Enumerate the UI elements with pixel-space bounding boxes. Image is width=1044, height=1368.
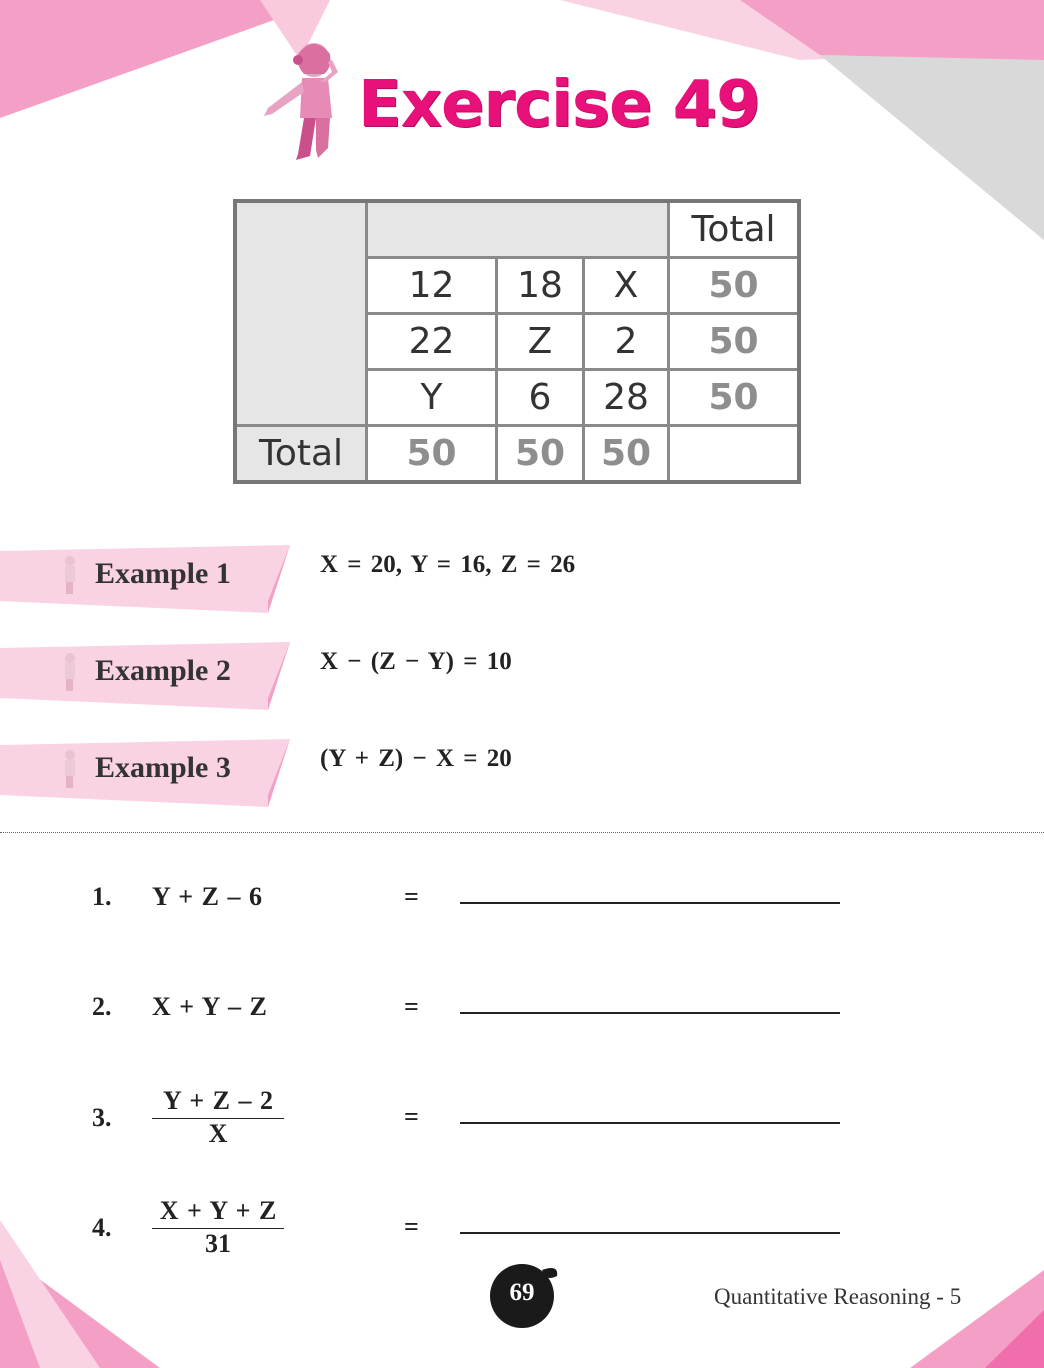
table-cell: X: [584, 258, 669, 314]
data-table: [233, 199, 801, 484]
question-expression: Y + Z – 6: [152, 882, 262, 911]
fraction: [152, 1196, 284, 1259]
example-2: [0, 642, 660, 712]
page-number: 69: [509, 1279, 535, 1306]
mascot-small-icon: [58, 652, 80, 692]
answer-line[interactable]: [460, 1122, 840, 1124]
table-cell: 22: [367, 314, 497, 370]
fraction-denominator: X: [208, 1119, 228, 1148]
example-label: Example 2: [95, 654, 231, 687]
table-cell: 28: [584, 370, 669, 426]
title-block: [258, 38, 758, 168]
mascot-small-icon: [58, 749, 80, 789]
book-title: Quantitative Reasoning - 5: [714, 1284, 962, 1309]
mascot-small-icon: [58, 555, 80, 595]
page-title: Exercise 49: [358, 68, 760, 142]
table-cell: 2: [584, 314, 669, 370]
question-number: 1.: [92, 882, 112, 911]
table-cell: 6: [497, 370, 584, 426]
table-cell: [235, 201, 367, 426]
example-3: [0, 739, 660, 809]
table-cell: 50: [367, 426, 497, 483]
table-cell: [669, 426, 800, 483]
table-cell: 18: [497, 258, 584, 314]
question-number: 4.: [92, 1213, 112, 1242]
table-cell: 50: [497, 426, 584, 483]
table-cell: Z: [497, 314, 584, 370]
fraction-numerator: Y + Z – 2: [152, 1086, 284, 1119]
fraction-denominator: 31: [205, 1229, 231, 1258]
example-1: [0, 545, 660, 615]
equals-sign: =: [404, 1212, 419, 1241]
answer-line[interactable]: [460, 1012, 840, 1014]
example-label: Example 3: [95, 751, 231, 784]
question-1: [0, 880, 1044, 950]
table-row: [235, 426, 799, 483]
mascot-girl-icon: [258, 38, 353, 163]
question-2: [0, 990, 1044, 1060]
question-number: 3.: [92, 1103, 112, 1132]
example-label: Example 1: [95, 557, 231, 590]
fraction-numerator: X + Y + Z: [152, 1196, 284, 1229]
table-header-total: Total: [669, 201, 800, 258]
example-equation: X − (Z − Y) = 10: [320, 648, 512, 675]
answer-line[interactable]: [460, 902, 840, 904]
table-cell: 50: [669, 370, 800, 426]
question-number: 2.: [92, 992, 112, 1021]
table-cell: 50: [669, 314, 800, 370]
question-3: [0, 1086, 1044, 1156]
fraction: [152, 1086, 284, 1149]
answer-line[interactable]: [460, 1232, 840, 1234]
equals-sign: =: [404, 1102, 419, 1131]
equals-sign: =: [404, 882, 419, 911]
table-cell: 50: [669, 258, 800, 314]
table-cell: 12: [367, 258, 497, 314]
table-total-label: Total: [235, 426, 367, 483]
example-equation: X = 20, Y = 16, Z = 26: [320, 551, 576, 578]
question-expression: X + Y – Z: [152, 992, 267, 1021]
question-4: [0, 1196, 1044, 1266]
section-divider: [0, 832, 1044, 833]
table-row: [235, 201, 799, 258]
table-cell: 50: [584, 426, 669, 483]
table-cell: [367, 201, 669, 258]
example-equation: (Y + Z) − X = 20: [320, 745, 512, 772]
table-cell: Y: [367, 370, 497, 426]
equals-sign: =: [404, 992, 419, 1021]
